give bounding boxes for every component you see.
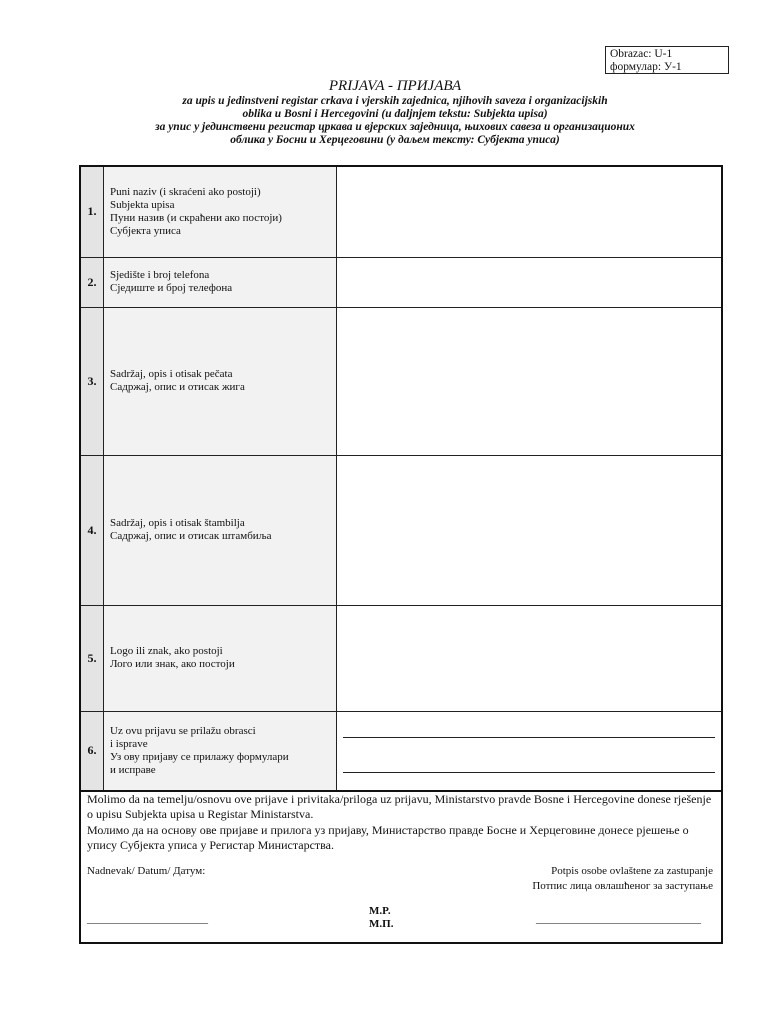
form-row-2 xyxy=(80,257,722,307)
subtitle-cyrillic-line1: за упис у јединствени регистар цркава и вјерских заједница, њихових савеза и организационих xyxy=(155,121,635,133)
label-line: Sjedište i broj telefona xyxy=(110,269,210,281)
attachments-line-1[interactable] xyxy=(343,736,715,738)
form-row-3 xyxy=(80,307,722,455)
row-label xyxy=(104,166,337,257)
label-line: Logo ili znak, ako postoji xyxy=(110,645,223,657)
signature-label xyxy=(532,864,713,894)
label-line: Uz ovu prijavu se prilažu obrasci xyxy=(110,724,256,737)
request-paragraph-cyrillic: Молимо да на основу ове пријаве и прилога уз пријаву, Министарство правде Босне и Херцеговине донесе рјешење о упису Субјекта уписа у Регистар Министарства. xyxy=(87,823,689,852)
signature-label-latin: Potpis osobe ovlaštene za zastupanje xyxy=(551,865,713,877)
subtitle-latin-line1: za upis u jedinstveni registar crkava i vjerskih zajednica, njihovih saveza i organizacijskih xyxy=(182,95,608,107)
form-row-4 xyxy=(80,455,722,605)
row-label xyxy=(104,257,337,307)
logo-field[interactable] xyxy=(337,605,723,711)
label-line: Лого или знак, ако постоји xyxy=(110,658,235,670)
form-code-box xyxy=(605,46,729,74)
label-line: Уз ову пријаву се прилажу формулари xyxy=(110,750,289,763)
label-line: Пуни назив (и скраћени ако постоји) xyxy=(110,211,282,224)
seal-impression-field[interactable] xyxy=(337,307,723,455)
row-label xyxy=(104,605,337,711)
date-label: Nadnevak/ Datum/ Датум: xyxy=(87,865,206,877)
row-label xyxy=(104,307,337,455)
attachments-line-2[interactable] xyxy=(343,771,715,773)
label-line: Puni naziv (i skraćeni ako postoji) xyxy=(110,185,261,198)
form-row-6 xyxy=(80,711,722,791)
row-label xyxy=(104,711,337,791)
row-number: 2. xyxy=(80,257,104,307)
row-number: 3. xyxy=(80,307,104,455)
footer-request-section xyxy=(79,790,723,944)
signature-underline[interactable]: ______________________________ xyxy=(536,913,701,925)
attachments-field[interactable] xyxy=(337,711,723,791)
form-code-cyrillic: формулар: У-1 xyxy=(610,61,682,73)
application-form-table xyxy=(79,165,723,792)
request-paragraph-latin: Molimo da na temelju/osnovu ove prijave i privitaka/priloga uz prijavu, Ministarstvo pravde Bosne i Hercegovine donese rješenje o upisu Subjekta upisa u Registar Ministarstva. xyxy=(87,792,712,821)
stamp-label-cyrillic: М.П. xyxy=(369,918,394,930)
subtitle-latin-line2: oblika u Bosni i Hercegovini (u daljnjem tekstu: Subjekta upisa) xyxy=(242,108,548,120)
label-line: Сједиште и број телефона xyxy=(110,282,233,294)
row-number: 5. xyxy=(80,605,104,711)
signature-label-cyrillic: Потпис лица овлашћеног за заступање xyxy=(532,880,713,892)
label-line: Sadržaj, opis i otisak štambilja xyxy=(110,517,245,529)
label-line: Sadržaj, opis i otisak pečata xyxy=(110,368,233,380)
label-line: Subjekta upisa xyxy=(110,198,175,211)
row-number: 1. xyxy=(80,166,104,257)
date-underline[interactable]: ______________________ xyxy=(87,913,208,925)
stamp-impression-field[interactable] xyxy=(337,455,723,605)
seat-phone-field[interactable] xyxy=(337,257,723,307)
stamp-label-latin: M.P. xyxy=(369,905,391,917)
label-line: Садржај, опис и отисак штамбиља xyxy=(110,530,272,542)
label-line: i isprave xyxy=(110,737,148,750)
form-row-5 xyxy=(80,605,722,711)
full-name-field[interactable] xyxy=(337,166,723,257)
label-line: Субјекта уписа xyxy=(110,224,181,237)
label-line: Садржај, опис и отисак жига xyxy=(110,381,245,393)
label-line: и исправе xyxy=(110,763,156,776)
form-code-latin: Obrazac: U-1 xyxy=(610,48,673,60)
subtitle-cyrillic-line2: облика у Босни и Херцеговини (у даљем тексту: Субјекта уписа) xyxy=(230,134,560,146)
row-number: 4. xyxy=(80,455,104,605)
row-label xyxy=(104,455,337,605)
form-title: PRIJAVA - ПРИЈАВА xyxy=(328,78,462,94)
form-row-1 xyxy=(80,166,722,257)
row-number: 6. xyxy=(80,711,104,791)
stamp-placeholder xyxy=(369,905,393,931)
